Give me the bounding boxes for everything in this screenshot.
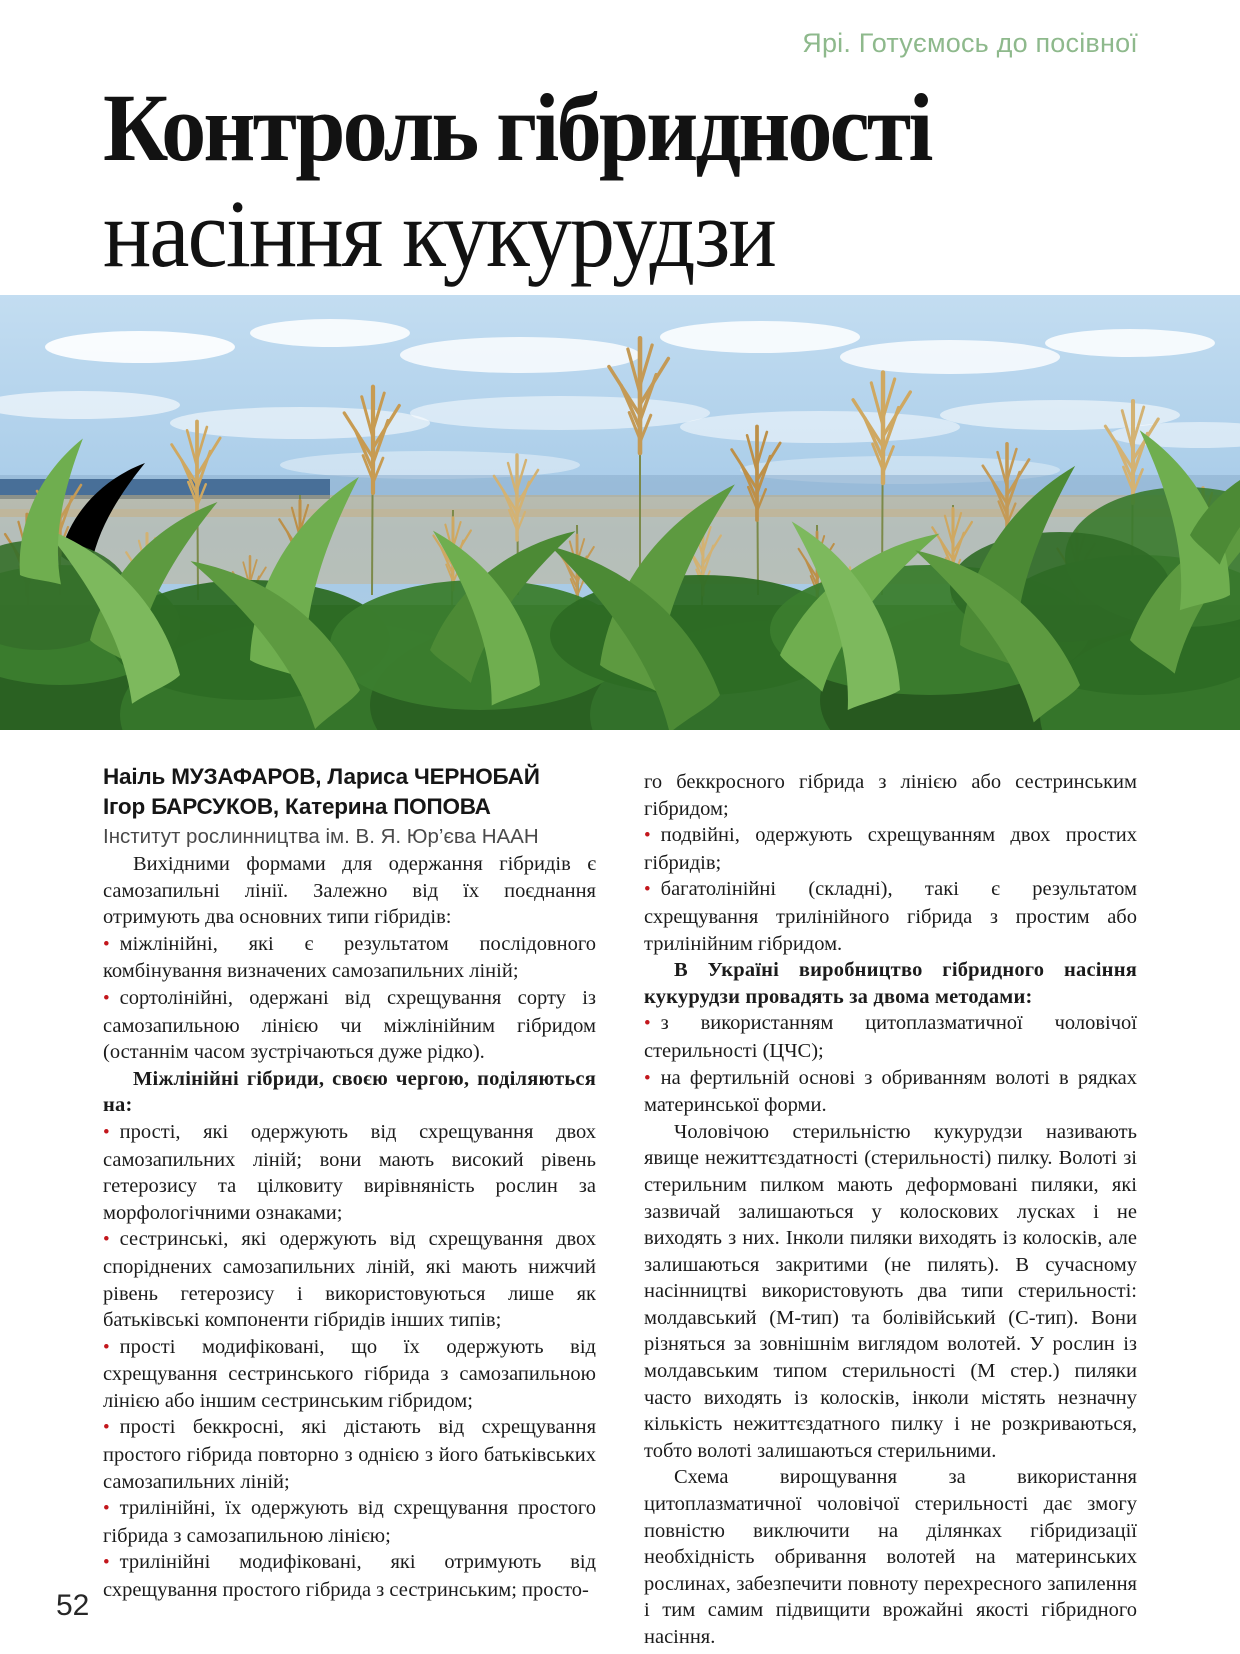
paragraph: Чоловічою стерильністю кукурудзи називають явище нежиттєздатності (стерильності) пилку. Волоті зі стерильним пилком мають деформовані пиляки, які зазвичай залишаються у колоскових лусках і не виходять з них. Інколи пиляки виходять із колосків, але залишаються закритими (не пилять). В сучасному насінництві використовують два типи стерильності: молдавський (М-тип) та болівійський (С-тип). Вони різняться за зовнішнім виглядом волотей. У рослин із молдавським типом стерильності (М стер.) пиляки часто виходять із колосків, інколи містять незначну кількість нежиттєздатного пилку і не розкриваються, тобто волоті залишаються стерильними. [644, 1120, 1137, 1462]
paragraph: В Україні виробництво гібридного насіння кукурудзи провадять за двома методами: [644, 959, 1137, 1008]
bullet-marker-icon: • [103, 933, 110, 955]
bullet-marker-icon: • [103, 1498, 110, 1520]
bullet-item: • багатолінійні (складні), такі є результатом схрещування трилінійного гібрида з простим або трилінійним гібридом. [644, 878, 1137, 955]
paragraph: Вихідними формами для одержання гібридів є самозапильні лінії. Залежно від їх поєднання отримують два основних типи гібридів: [103, 853, 596, 929]
article-title-line-2: насіння кукурудзи [103, 180, 775, 287]
author-names-line-2: Ігор БАРСУКОВ, Катерина ПОПОВА [103, 794, 491, 819]
bullet-item: • з використанням цитоплазматичної чоловічої стерильності (ЦЧС); [644, 1012, 1137, 1062]
bullet-item: • на фертильній основі з обриванням волоті в рядках материнської форми. [644, 1066, 1137, 1117]
bullet-marker-icon: • [103, 1336, 110, 1358]
bullet-item: • трилінійні, їх одержують від схрещування простого гібрида з самозапильною лінією; [103, 1497, 596, 1547]
page-number: 52 [56, 1589, 90, 1622]
author-names-line-1: Наіль МУЗАФАРОВ, Лариса ЧЕРНОБАЙ [103, 764, 540, 789]
paragraph: Міжлінійні гібриди, своєю чергою, поділяються на: [103, 1067, 596, 1117]
article-title [103, 74, 1099, 287]
article-column-left [103, 851, 596, 1604]
bullet-item: • сортолінійні, одержані від схрещування сорту із самозапильною лінією чи міжлінійним гібридом (останнім часом зустрічаються дуже рідко). [103, 986, 596, 1064]
bullet-marker-icon: • [103, 1552, 110, 1574]
bullet-marker-icon: • [103, 1121, 110, 1143]
bullet-marker-icon: • [644, 1067, 651, 1089]
bullet-marker-icon: • [644, 879, 651, 901]
bullet-item: • подвійні, одержують схрещуванням двох простих гібридів; [644, 824, 1137, 874]
corn-field-photo [0, 295, 1240, 730]
paragraph: Схема вирощування за використання цитоплазматичної чоловічої стерильності дає змогу повністю виключити на ділянках гібридизації необхідність обривання волотей на материнських рослинах, забезпечити повноту перехресного запилення і тим самим підвищити врожайні якості гібридного насіння. [644, 1466, 1137, 1648]
bullet-marker-icon: • [644, 1013, 651, 1035]
paragraph: го беккросного гібрида з лінією або сестринським гібридом; [644, 771, 1137, 820]
bullet-marker-icon: • [103, 1417, 110, 1439]
bullet-item: • трилінійні модифіковані, які отримують від схрещування простого гібрида з сестринським; просто- [103, 1551, 596, 1602]
bullet-marker-icon: • [103, 987, 110, 1009]
article-title-line-1: Контроль гібридності [103, 74, 931, 181]
bullet-marker-icon: • [644, 825, 651, 847]
bullet-item: • міжлінійні, які є результатом послідовного комбінування визначених самозапильних ліній; [103, 932, 596, 983]
author-block [103, 762, 603, 851]
author-affiliation: Інститут рослинництва ім. В. Я. Юр’єва НААН [103, 825, 539, 848]
bullet-item: • сестринські, які одержують від схрещування двох споріднених самозапильних ліній, які мають нижчий рівень гетерозису і використовуються лише як батьківські компоненти гібридів інших типів; [103, 1228, 596, 1332]
article-column-right [644, 769, 1137, 1651]
bullet-item: • прості беккросні, які дістають від схрещування простого гібрида повторно з однією з його батьківських самозапильних ліній; [103, 1416, 596, 1493]
bullet-item: • прості, які одержують від схрещування двох самозапильних ліній; вони мають високий рівень гетерозису та цілковиту вирівняність рослин за морфологічними ознаками; [103, 1120, 596, 1224]
section-kicker: Ярі. Готуємось до посівної [802, 28, 1138, 58]
bullet-item: • прості модифіковані, що їх одержують від схрещування сестринського гібрида з самозапильною лінією або іншим сестринським гібридом; [103, 1335, 596, 1412]
bullet-marker-icon: • [103, 1229, 110, 1251]
